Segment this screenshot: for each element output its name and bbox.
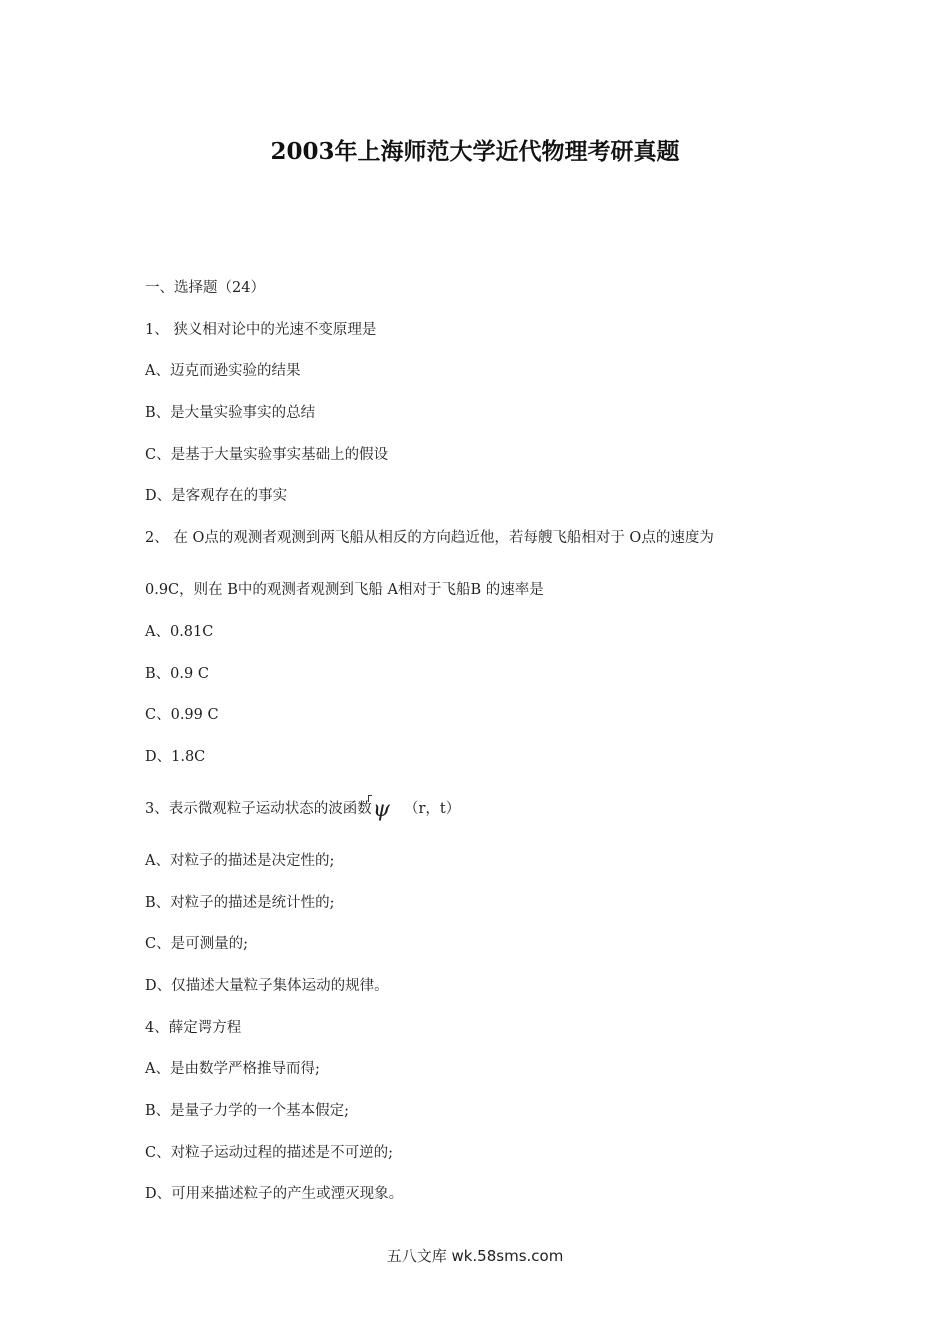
question-3-option-c: C、是可测量的; [145,936,248,953]
question-1-stem: 1、 狭义相对论中的光速不变原理是 [145,321,377,338]
question-1-option-b: B、是大量实验事实的总结 [145,405,316,422]
question-2-option-c: C、0.99 C [145,707,219,724]
question-4-option-b: B、是量子力学的一个基本假定; [145,1103,350,1119]
question-3-option-b: B、对粒子的描述是统计性的; [145,894,335,911]
page-title: 2003年上海师范大学近代物理考研真题 [270,138,680,165]
question-2-option-d: D、1.8C [145,748,206,765]
question-4-option-c: C、对粒子运动过程的描述是不可逆的; [145,1144,393,1161]
question-2-option-a: A、0.81C [145,623,214,640]
question-1-option-c: C、是基于大量实验事实基础上的假设 [145,446,389,463]
question-3-stem-line [145,797,825,849]
question-4-option-d: D、可用来描述粒子的产生或湮灭现象。 [145,1186,404,1203]
question-2-stem-continued: 0.9C，则在 B中的观测者观测到飞船 A相对于飞船B 的速率是 [145,582,544,599]
question-3-option-a: A、对粒子的描述是决定性的; [145,852,335,869]
question-2-stem: 2、 在 O点的观测者观测到两飞船从相反的方向趋近他，若每艘飞船相对于 O点的速度为 [145,530,714,547]
question-2-option-b: B、0.9 C [145,665,209,682]
psi-symbol: ψ [372,796,390,822]
footer-watermark: 五八文库 wk.58sms.com [386,1247,564,1265]
question-3-args: （r，t） [404,800,461,817]
question-3-stem: 3、表示微观粒子运动状态的波函数 [145,800,372,817]
question-3-option-d: D、仅描述大量粒子集体运动的规律。 [145,977,389,994]
question-4-stem: 4、薛定谔方程 [145,1019,242,1036]
section-heading: 一、选择题（24） [145,280,265,296]
question-1-option-d: D、是客观存在的事实 [145,488,288,505]
question-4-option-a: A、是由数学严格推导而得; [145,1061,320,1078]
question-1-option-a: A、迈克而逊实验的结果 [145,363,301,380]
document-body [145,276,825,1224]
